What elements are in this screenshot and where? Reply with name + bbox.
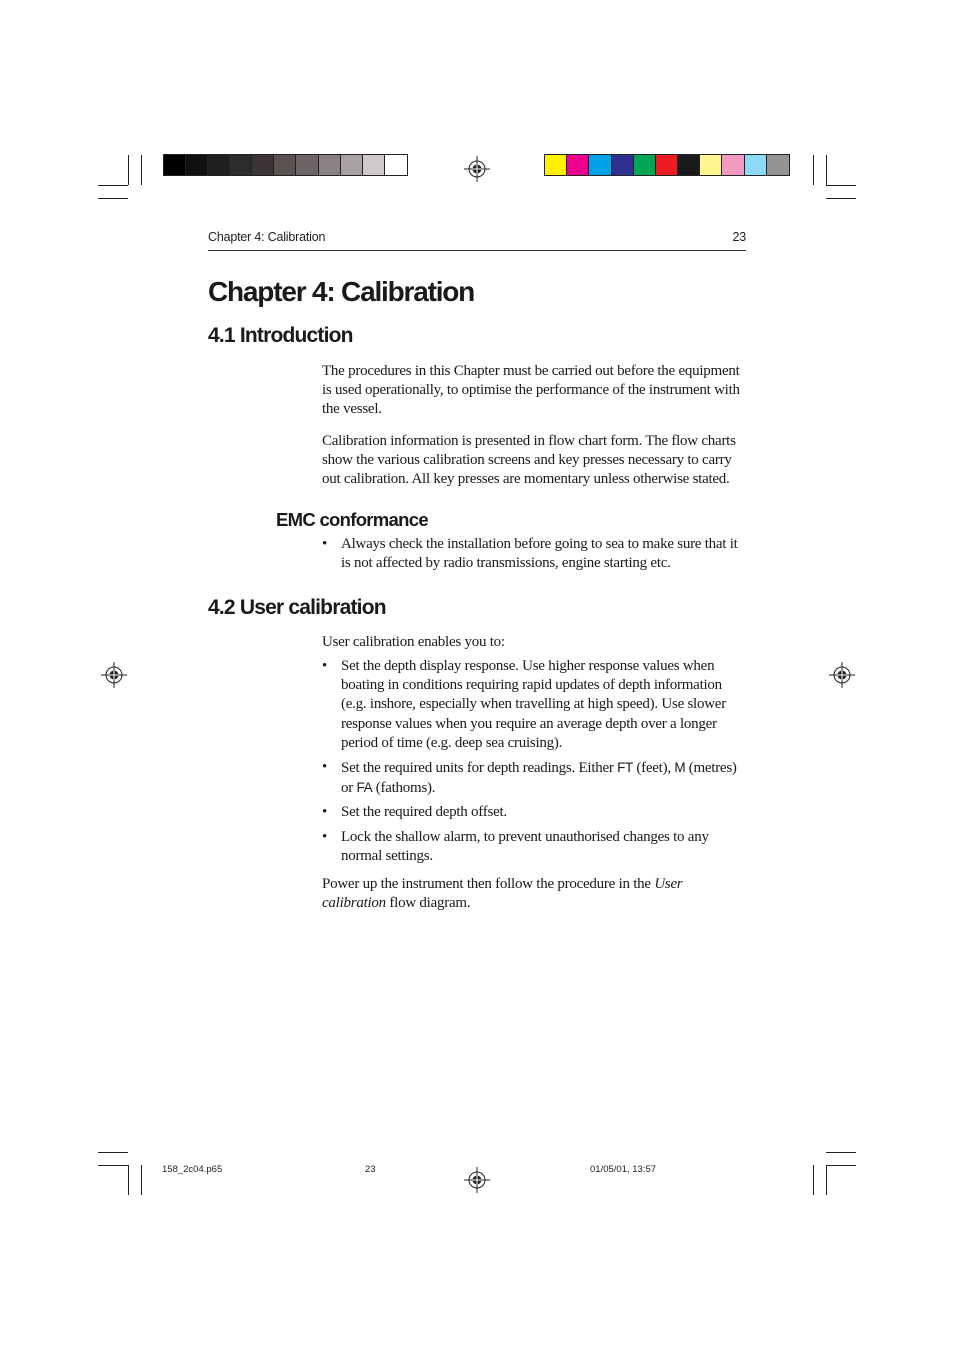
running-head-title: Chapter 4: Calibration [208, 230, 326, 244]
color-swatch [274, 155, 296, 175]
list-item: • Lock the shallow alarm, to prevent unauthorised changes to any normal settings. [322, 828, 748, 866]
unit-fathoms: FA [356, 780, 373, 796]
crop-mark [98, 1165, 128, 1166]
user-calibration-bullet-list [322, 657, 748, 871]
text-span: (feet), [632, 760, 675, 777]
unit-metres: M [674, 760, 686, 776]
color-swatch [208, 155, 230, 175]
color-swatch [341, 155, 363, 175]
text-span: (metres) or [341, 760, 737, 797]
color-swatch [567, 155, 589, 175]
user-calibration-lead [322, 633, 748, 652]
color-swatch [634, 155, 656, 175]
text-span: Power up the instrument then follow the procedure in the [322, 876, 655, 892]
crop-mark [141, 1165, 142, 1195]
crop-mark [826, 1165, 856, 1166]
chapter-title: Chapter 4: Calibration [208, 276, 475, 307]
color-swatch [722, 155, 744, 175]
color-swatch [319, 155, 341, 175]
color-swatch [363, 155, 385, 175]
color-swatch [612, 155, 634, 175]
crop-mark [141, 155, 142, 185]
slug-datetime: 01/05/01, 13:57 [590, 1164, 657, 1175]
color-swatch [545, 155, 567, 175]
crop-mark [826, 1152, 856, 1153]
section-title-introduction: 4.1 Introduction [208, 324, 353, 347]
text-span: (fathoms). [372, 780, 436, 797]
intro-paragraph: The procedures in this Chapter must be carried out before the equipment is used operationally, to optimise the performance of the instrument with the vessel. [322, 363, 740, 418]
color-swatch [767, 155, 789, 175]
crop-mark [98, 1152, 128, 1153]
color-swatch [230, 155, 252, 175]
text-span: Set the required units for depth readings. Either [341, 760, 618, 777]
registration-mark-icon [829, 662, 855, 688]
intro-paragraph: Calibration information is presented in flow chart form. The flow charts show the various calibration screens and key presses necessary to carry out calibration. All key presses are momentary unless otherwise stated. [322, 432, 736, 488]
color-swatch [385, 155, 407, 175]
lead-paragraph: User calibration enables you to: [322, 634, 505, 650]
registration-mark-icon [101, 662, 127, 688]
color-swatch [589, 155, 611, 175]
registration-mark-icon [464, 1167, 490, 1193]
crop-mark [98, 198, 128, 199]
list-item: • Set the required depth offset. [322, 803, 748, 822]
crop-mark [826, 155, 827, 185]
intro-body [322, 362, 748, 489]
crop-mark [98, 185, 128, 186]
color-swatch [678, 155, 700, 175]
color-swatch [186, 155, 208, 175]
crop-mark [826, 1165, 827, 1195]
list-item: • Always check the installation before going to sea to make sure that it is not affected by radio transmissions, engine starting etc. [322, 535, 748, 573]
color-swatch [745, 155, 767, 175]
color-swatch [296, 155, 318, 175]
list-item: • Set the depth display response. Use higher response values when boating in conditions requiring rapid updates of depth information (e.g. inshore, especially when travelling at high speed). Use slower response values when you require an average depth over a longer period of time (e.g. deep sea cruising). [322, 657, 748, 753]
crop-mark [128, 155, 129, 185]
subsection-title-emc: EMC conformance [276, 509, 428, 530]
emc-bullet-list [322, 535, 748, 578]
process-color-bar [544, 154, 790, 176]
slug-filename: 158_2c04.p65 [162, 1164, 223, 1175]
crop-mark [826, 198, 856, 199]
running-head [208, 230, 746, 244]
unit-feet: FT [617, 760, 633, 776]
list-item [322, 758, 748, 798]
header-rule [208, 250, 746, 251]
page-number: 23 [732, 230, 746, 244]
section-title-user-calibration: 4.2 User calibration [208, 596, 386, 619]
flow-diagram-reference: User calibration [322, 876, 683, 912]
grayscale-color-bar [163, 154, 408, 176]
crop-mark [128, 1165, 129, 1195]
crop-mark [826, 185, 856, 186]
color-swatch [656, 155, 678, 175]
crop-mark [813, 155, 814, 185]
color-swatch [700, 155, 722, 175]
registration-mark-icon [464, 156, 490, 182]
crop-mark [813, 1165, 814, 1195]
slug-page: 23 [365, 1164, 376, 1175]
closing-paragraph [322, 875, 748, 913]
color-swatch [252, 155, 274, 175]
text-span: flow diagram. [385, 895, 471, 912]
color-swatch [164, 155, 186, 175]
